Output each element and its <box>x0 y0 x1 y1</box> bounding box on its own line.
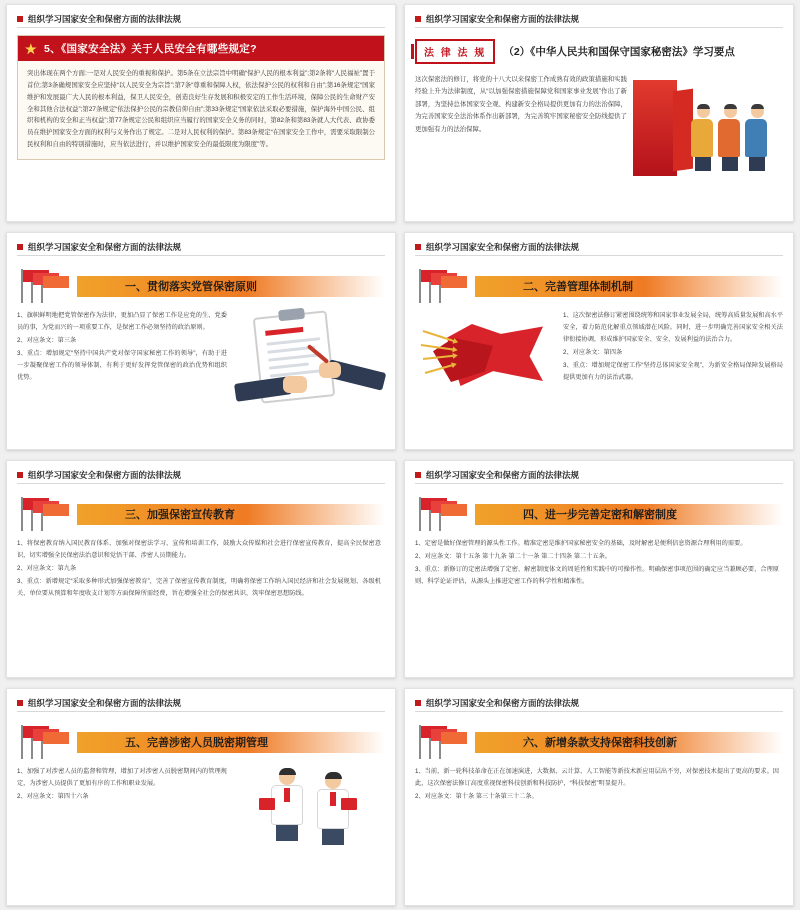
section-title: 一、贯彻落实党管保密原则 <box>125 281 257 293</box>
section-body: 突出体现在两个方面:一是对人民安全的重视和保护。第5条在立法宗旨中明确“保护人民的根本利益”;第2条将“人民福祉”置于首位;第3条确规国家安全应坚持“以人民安全为宗旨”;第7条“尊重和保障人权，依法保护公民的权利和自由”;第16条规定“国家维护和发展最广大人民的根本利益，保卫人民安全，创造良好生存发展和积极安定的工作生活环境，保障公民的生命财产安全和其他合法权益”;第27条规定“依法保护公民的宗教信仰自由”;第33条规定“国家依法采取必要措施，保护海外中国公民、组织和机构的安全和正当权益”;第77条规定公民和组织应当履行的国家安全义务的同时，第82条和第83条就人大代表、政协委员在维护国家安全方面的权利与义务作出了规定。二是对人民权利的保护。第83条规定“在国家安全工作中，需要采取限制公民权利和自由的特别措施时，应当依法进行，并以维护国家安全的最低限度为限度”等。 <box>27 70 375 149</box>
slide-header <box>415 697 783 709</box>
flags-icon <box>415 497 469 531</box>
slide-header-text: 组织学习国家安全和保密方面的法律法规 <box>426 242 580 252</box>
paragraph: 2、对应条文：第十条 第三十条第三十二条。 <box>415 793 538 801</box>
red-content-box <box>17 35 385 160</box>
slide-8[interactable] <box>404 688 794 906</box>
square-bullet-icon <box>415 16 421 22</box>
paragraph: 1、定密是做好保密管理的源头性工作。精准定密是维护国家秘密安全的基础，及时解密是便利信息资源合理利用的需要。 <box>415 540 747 547</box>
section-banner <box>415 725 783 759</box>
slide-4[interactable] <box>404 232 794 450</box>
slide-5[interactable] <box>6 460 396 678</box>
person-icon <box>691 104 715 171</box>
paragraph: 3、重点：增加规定“坚持中国共产党对保守国家秘密工作的领导”，有助于进一步凝聚保密工作的领导体制，有利于更好发挥党管保密的政治优势和组织优势。 <box>17 350 227 382</box>
illustration-red-flag-burst <box>415 310 555 386</box>
paragraph: 2、对应条文：第九条 <box>17 565 77 573</box>
star-icon: ★ <box>25 41 37 56</box>
square-bullet-icon <box>17 700 23 706</box>
slide-2[interactable] <box>404 4 794 222</box>
flags-icon <box>17 497 71 531</box>
square-bullet-icon <box>17 16 23 22</box>
slide-1[interactable] <box>6 4 396 222</box>
person-doctor-icon <box>313 772 353 845</box>
section-title-text: 5、《国家安全法》关于人民安全有哪些规定? <box>44 43 257 55</box>
header-divider <box>17 711 385 712</box>
red-flag-icon <box>421 310 561 414</box>
slide-6[interactable] <box>404 460 794 678</box>
square-bullet-icon <box>17 472 23 478</box>
banner-bar <box>475 732 783 753</box>
section-body <box>563 310 783 386</box>
law-title-row <box>415 39 783 64</box>
paragraph: 2、对应条文：第十五条 第十九条 第二十一条 第二十四条 第二十五条。 <box>415 553 611 561</box>
banner-bar <box>77 732 385 753</box>
paragraph: 3、重点：新增规定“采取多种形式加强保密教育”，完善了保密宣传教育制度，明确将保密工作纳入国民经济和社会发展规划、各级机关、单位要从预算和年度收支计划等方面保障所需经费，旨在增强全社会的保密共识、筑牢保密思想防线。 <box>17 578 381 598</box>
slide-header <box>415 241 783 253</box>
slide-header-text: 组织学习国家安全和保密方面的法律法规 <box>28 242 182 252</box>
header-divider <box>415 711 783 712</box>
flags-icon <box>17 269 71 303</box>
person-icon <box>745 104 769 171</box>
paragraph: 2、对应条文：第四十六条 <box>17 793 89 801</box>
section-body <box>415 766 783 803</box>
paragraph: 3、重点：新修订的定密法增强了定密、解密制度体文的周延性和实践中的可操作性。明确保密事项范围的确定应当兼顾必要、合理原则、科学论证评估，从源头上推进定密工作的科学性和精准性。 <box>415 566 779 586</box>
slide-7[interactable] <box>6 688 396 906</box>
slide-header <box>415 13 783 25</box>
people-group-icon <box>691 104 769 171</box>
section-body <box>17 766 227 852</box>
slide-3[interactable] <box>6 232 396 450</box>
paragraph: 2、对应条文：第四条 <box>563 349 623 357</box>
slide-header <box>17 13 385 25</box>
slide-header-text: 组织学习国家安全和保密方面的法律法规 <box>426 470 580 480</box>
flags-icon <box>415 725 469 759</box>
person-doctor-icon <box>267 768 307 841</box>
section-body <box>17 538 385 600</box>
section-body <box>415 538 783 588</box>
paragraph: 1、加强了对涉密人员的监督和管理，增加了对涉密人员脱密期间内的管理规定，为涉密人员提供了更加有序的工作和职业发展。 <box>17 768 227 788</box>
slide-header <box>17 697 385 709</box>
square-bullet-icon <box>415 472 421 478</box>
section-title: 二、完善管理体制机制 <box>523 281 633 293</box>
paragraph: 2、对应条文：第三条 <box>17 337 77 345</box>
paragraph: 1、将保密教育纳入国民教育体系、加强对保密法学习、宣传和培训工作，鼓励大众传媒和社会进行保密宣传教育，提高全民保密意识，切实增强全民保密法治意识和觉悟干部、涉密人员期能力。 <box>17 540 381 560</box>
section-title: 六、新增条款支持保密科技创新 <box>523 737 677 749</box>
section-banner <box>17 725 385 759</box>
section-banner <box>415 269 783 303</box>
square-bullet-icon <box>17 244 23 250</box>
slide-header <box>17 469 385 481</box>
section-title <box>18 36 384 61</box>
red-door-icon <box>633 80 677 176</box>
slide-header-text: 组织学习国家安全和保密方面的法律法规 <box>426 14 580 24</box>
paragraph: 1、这次保密法修订紧密围绕统筹和国家事业发展全局，统筹高质量发展和高水平安全，着力防范化解重点领域潜在风险。同时，进一步明确完善国家安全相关法律衔接协调，形成维护国家安全、安全、发展利益的法治合力。 <box>563 312 784 344</box>
section-banner <box>17 269 385 303</box>
law-tag: 法 律 法 规 <box>415 39 495 64</box>
section-title: 四、进一步完善定密和解密制度 <box>523 509 677 521</box>
header-divider <box>17 255 385 256</box>
person-icon <box>718 104 742 171</box>
illustration-clipboard <box>235 310 385 386</box>
paragraph: 1、当前，新一轮科技革命在正在加速演进，大数据、云计算、人工智能等新技术新应用层出不穷，对保密技术提出了更高的要求。因此，这次保密法修订高度重视保密科技创新和科技防护，“科技保密”明显提升。 <box>415 768 779 788</box>
banner-bar <box>475 504 783 525</box>
hand-right-icon <box>319 362 341 378</box>
section-body <box>17 310 227 386</box>
square-bullet-icon <box>415 244 421 250</box>
paragraph: 3、重点：增加规定保密工作“坚持总体国家安全观”，为新安全格局保障发展格局提供更加有力的法治武器。 <box>563 362 783 382</box>
banner-bar <box>77 276 385 297</box>
banner-bar <box>475 276 783 297</box>
section-banner <box>17 497 385 531</box>
header-divider <box>17 27 385 28</box>
section-title: 五、完善涉密人员脱密期管理 <box>125 737 268 749</box>
flags-icon <box>415 269 469 303</box>
slide-header-text: 组织学习国家安全和保密方面的法律法规 <box>28 14 182 24</box>
slide-header <box>415 469 783 481</box>
illustration-doctors <box>235 766 385 852</box>
banner-bar <box>77 504 385 525</box>
flags-icon <box>17 725 71 759</box>
law-body: 这次保密法的修订，将党的十八大以来保密工作成熟有效的政策措施和实践经验上升为法律制度，从“以加强保密措施保障党和国家事业发展”作出了新部署，为坚持总体国家安全观、构建新安全格局提供更加有力的法治保障，为完善国家安全法治体系作出新部署，为完善筑牢国家秘密安全防线提供了更加强有力的法治保障。 <box>415 76 627 133</box>
slide-header <box>17 241 385 253</box>
section-banner <box>415 497 783 531</box>
slide-header-text: 组织学习国家安全和保密方面的法律法规 <box>28 698 182 708</box>
header-divider <box>17 483 385 484</box>
hand-left-icon <box>283 376 307 393</box>
header-divider <box>415 483 783 484</box>
red-door-panel-icon <box>673 89 693 172</box>
slide-header-text: 组织学习国家安全和保密方面的法律法规 <box>28 470 182 480</box>
square-bullet-icon <box>415 700 421 706</box>
slide-header-text: 组织学习国家安全和保密方面的法律法规 <box>426 698 580 708</box>
header-divider <box>415 27 783 28</box>
header-divider <box>415 255 783 256</box>
section-title: 三、加强保密宣传教育 <box>125 509 235 521</box>
illustration-door-people <box>633 74 783 184</box>
law-heading: （2）《中华人民共和国保守国家秘密法》学习要点 <box>503 46 735 58</box>
paragraph: 1、旗帜鲜明地把党管保密作为法律，更加凸显了保密工作是应党的生、党委员的事，为党而兴的一项重要工作，是保密工作必须坚持的政治原则。 <box>17 312 227 332</box>
